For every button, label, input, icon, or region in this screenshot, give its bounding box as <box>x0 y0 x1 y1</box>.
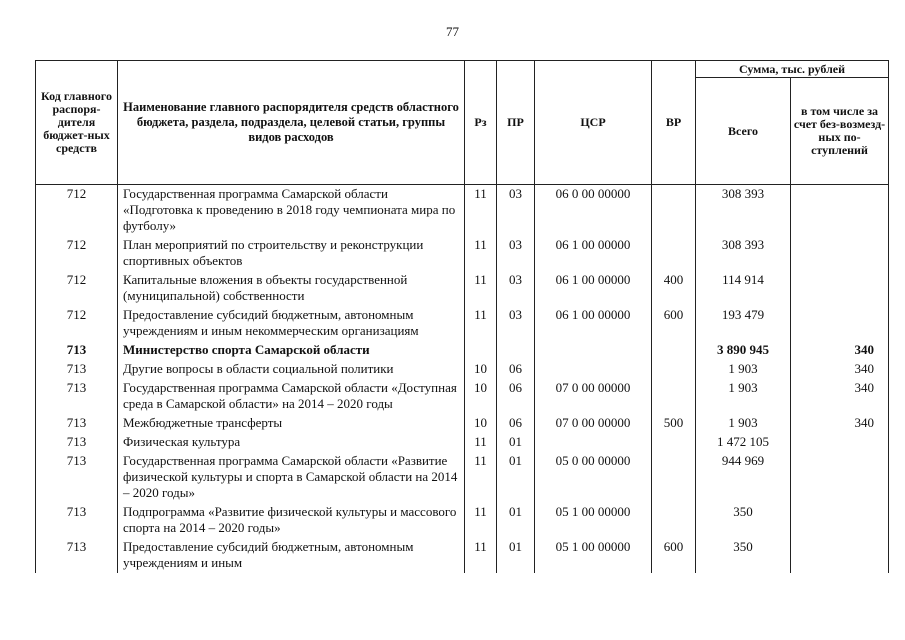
table-row <box>36 306 889 341</box>
cell-total: 193 479 <box>696 306 791 341</box>
header-total: Всего <box>696 78 791 185</box>
header-code: Код главного распоря-дителя бюджет-ных средств <box>36 61 118 185</box>
cell-code: 713 <box>36 503 118 538</box>
cell-rz: 11 <box>465 185 497 237</box>
cell-code: 712 <box>36 271 118 306</box>
cell-total: 308 393 <box>696 185 791 237</box>
cell-total: 308 393 <box>696 236 791 271</box>
cell-vr <box>652 379 696 414</box>
cell-free: 340 <box>791 341 889 360</box>
cell-name: Физическая культура <box>118 433 465 452</box>
table-row <box>36 185 889 237</box>
table-row <box>36 271 889 306</box>
cell-csr: 07 0 00 00000 <box>535 379 652 414</box>
cell-csr: 06 1 00 00000 <box>535 236 652 271</box>
cell-code: 713 <box>36 360 118 379</box>
cell-rz: 11 <box>465 503 497 538</box>
cell-rz: 10 <box>465 379 497 414</box>
cell-code: 713 <box>36 379 118 414</box>
cell-rz: 11 <box>465 452 497 503</box>
cell-code: 712 <box>36 185 118 237</box>
table-row <box>36 341 889 360</box>
cell-vr <box>652 452 696 503</box>
cell-vr <box>652 503 696 538</box>
cell-name: Государственная программа Самарской области «Подготовка к проведению в 2018 году чемпионата мира по футболу» <box>118 185 465 237</box>
cell-vr <box>652 433 696 452</box>
cell-name: Другие вопросы в области социальной политики <box>118 360 465 379</box>
cell-csr: 07 0 00 00000 <box>535 414 652 433</box>
cell-free <box>791 185 889 237</box>
header-sum: Сумма, тыс. рублей <box>696 61 889 78</box>
table-body <box>36 185 889 574</box>
cell-name: Предоставление субсидий бюджетным, автономным учреждениям и иным некоммерческим организациям <box>118 306 465 341</box>
cell-total: 1 903 <box>696 379 791 414</box>
cell-code: 712 <box>36 306 118 341</box>
cell-pr: 01 <box>497 452 535 503</box>
cell-vr: 600 <box>652 306 696 341</box>
cell-name: Капитальные вложения в объекты государственной (муниципальной) собственности <box>118 271 465 306</box>
table-row <box>36 360 889 379</box>
cell-pr: 03 <box>497 236 535 271</box>
cell-name: Межбюджетные трансферты <box>118 414 465 433</box>
cell-rz: 10 <box>465 360 497 379</box>
cell-vr: 500 <box>652 414 696 433</box>
cell-rz: 11 <box>465 538 497 573</box>
table-header <box>36 61 889 185</box>
cell-name: План мероприятий по строительству и реконструкции спортивных объектов <box>118 236 465 271</box>
cell-code: 713 <box>36 341 118 360</box>
header-pr: ПР <box>497 61 535 185</box>
cell-pr: 01 <box>497 503 535 538</box>
cell-pr: 03 <box>497 271 535 306</box>
cell-vr: 600 <box>652 538 696 573</box>
cell-csr: 05 0 00 00000 <box>535 452 652 503</box>
cell-vr <box>652 185 696 237</box>
header-name: Наименование главного распорядителя средств областного бюджета, раздела, подраздела, целевой статьи, группы видов расходов <box>118 61 465 185</box>
cell-free: 340 <box>791 379 889 414</box>
cell-free: 340 <box>791 414 889 433</box>
cell-total: 350 <box>696 538 791 573</box>
header-vr: ВР <box>652 61 696 185</box>
cell-total: 944 969 <box>696 452 791 503</box>
cell-free <box>791 538 889 573</box>
cell-pr: 06 <box>497 360 535 379</box>
table-row <box>36 452 889 503</box>
cell-vr: 400 <box>652 271 696 306</box>
table-row <box>36 538 889 573</box>
cell-free <box>791 306 889 341</box>
cell-pr: 03 <box>497 306 535 341</box>
cell-rz <box>465 341 497 360</box>
cell-free <box>791 452 889 503</box>
table-row <box>36 433 889 452</box>
cell-total: 1 903 <box>696 360 791 379</box>
cell-pr: 01 <box>497 433 535 452</box>
cell-rz: 11 <box>465 271 497 306</box>
cell-vr <box>652 236 696 271</box>
cell-name: Государственная программа Самарской области «Развитие физической культуры и спорта в Самарской области на 2014 – 2020 годы» <box>118 452 465 503</box>
table-row <box>36 503 889 538</box>
cell-total: 3 890 945 <box>696 341 791 360</box>
cell-vr <box>652 360 696 379</box>
page-number: 77 <box>446 24 459 39</box>
table-row <box>36 379 889 414</box>
cell-csr: 06 0 00 00000 <box>535 185 652 237</box>
cell-total: 350 <box>696 503 791 538</box>
cell-total: 1 472 105 <box>696 433 791 452</box>
header-csr: ЦСР <box>535 61 652 185</box>
cell-code: 713 <box>36 452 118 503</box>
cell-free <box>791 271 889 306</box>
table-row <box>36 236 889 271</box>
cell-free <box>791 236 889 271</box>
cell-rz: 11 <box>465 306 497 341</box>
cell-csr: 06 1 00 00000 <box>535 271 652 306</box>
cell-csr <box>535 360 652 379</box>
cell-rz: 10 <box>465 414 497 433</box>
table-row <box>36 414 889 433</box>
cell-free <box>791 433 889 452</box>
cell-pr: 06 <box>497 379 535 414</box>
cell-csr <box>535 341 652 360</box>
cell-csr: 05 1 00 00000 <box>535 538 652 573</box>
cell-total: 114 914 <box>696 271 791 306</box>
cell-code: 713 <box>36 414 118 433</box>
cell-csr <box>535 433 652 452</box>
cell-code: 712 <box>36 236 118 271</box>
cell-code: 713 <box>36 538 118 573</box>
cell-pr: 03 <box>497 185 535 237</box>
header-free: в том числе за счет без-возмезд-ных по-ступлений <box>791 78 889 185</box>
cell-pr: 01 <box>497 538 535 573</box>
cell-name: Государственная программа Самарской области «Доступная среда в Самарской области» на 2014 – 2020 годы <box>118 379 465 414</box>
cell-rz: 11 <box>465 236 497 271</box>
cell-pr <box>497 341 535 360</box>
cell-pr: 06 <box>497 414 535 433</box>
cell-vr <box>652 341 696 360</box>
cell-name: Подпрограмма «Развитие физической культуры и массового спорта на 2014 – 2020 годы» <box>118 503 465 538</box>
cell-csr: 06 1 00 00000 <box>535 306 652 341</box>
cell-rz: 11 <box>465 433 497 452</box>
cell-free: 340 <box>791 360 889 379</box>
cell-total: 1 903 <box>696 414 791 433</box>
cell-name: Министерство спорта Самарской области <box>118 341 465 360</box>
cell-free <box>791 503 889 538</box>
cell-code: 713 <box>36 433 118 452</box>
cell-csr: 05 1 00 00000 <box>535 503 652 538</box>
budget-table <box>35 60 889 573</box>
cell-name: Предоставление субсидий бюджетным, автономным учреждениям и иным <box>118 538 465 573</box>
header-rz: Рз <box>465 61 497 185</box>
